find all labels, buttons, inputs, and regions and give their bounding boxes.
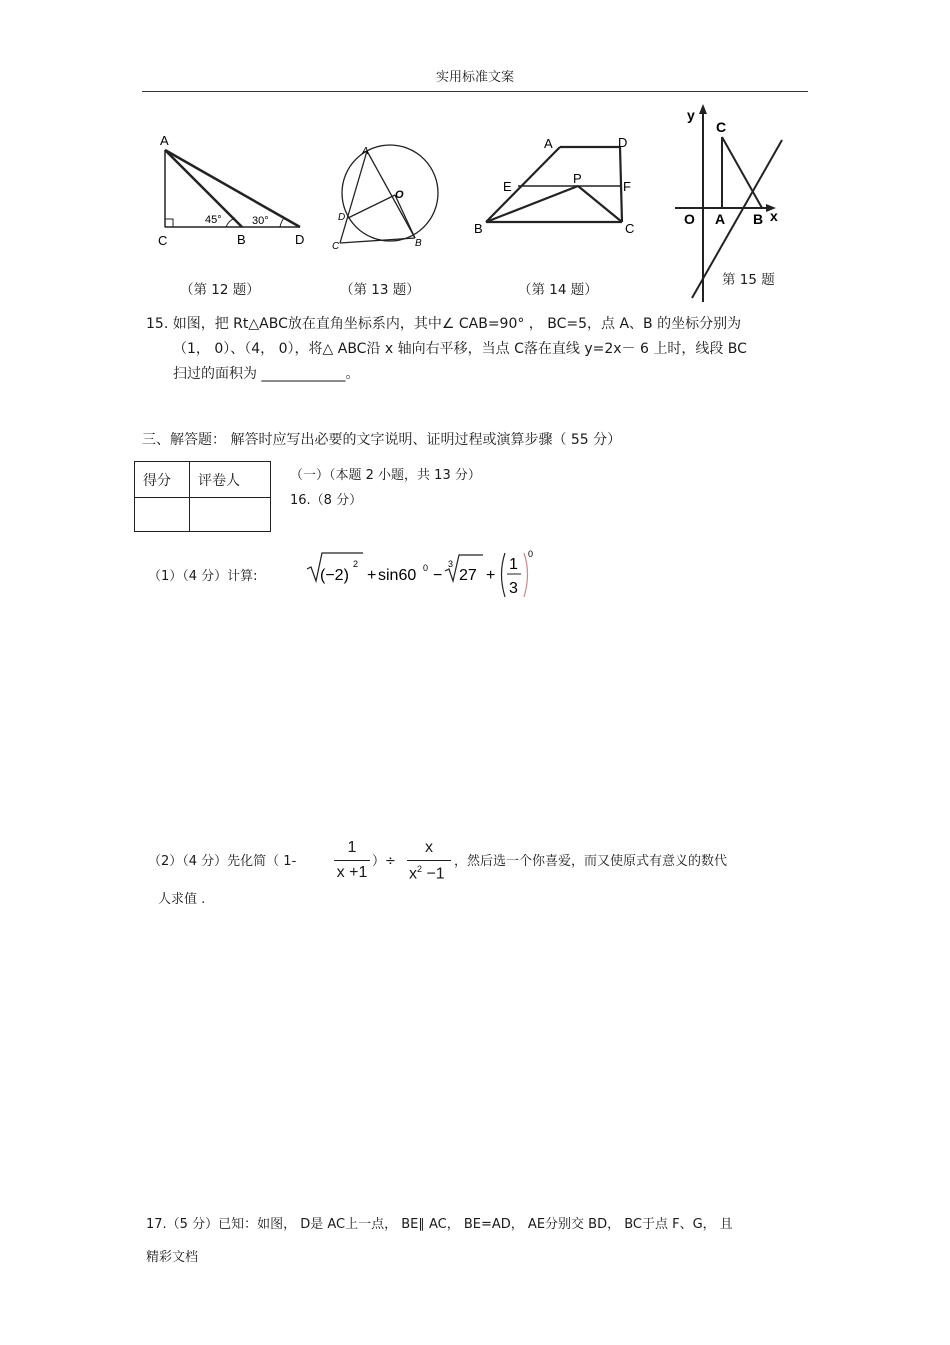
fig14-label-e: E [503, 179, 512, 194]
q16-2-line2: 人求值 . [158, 892, 206, 907]
q16-1-label: （1）（4 分）计算: [148, 569, 258, 584]
fig12-label-b: B [237, 232, 246, 247]
fig13-label-o: O [395, 189, 404, 201]
expr-exp2: 2 [353, 559, 359, 569]
fig14-label-p: P [573, 171, 582, 186]
fig14-label-c: C [625, 221, 635, 236]
fig15-label-y: y [687, 107, 695, 123]
fig13-label-d: D [338, 212, 346, 223]
score-header-pingjuanren: 评卷人 [190, 462, 271, 498]
caption-fig12: （第 12 题） [180, 282, 260, 298]
fig12-angle-45: 45° [205, 214, 222, 226]
fig15-label-c: C [716, 119, 727, 135]
fig12-angle-30: 30° [252, 215, 269, 227]
fig13-label-a: A [362, 146, 369, 157]
frac1-num: 1 [347, 839, 357, 856]
section3-title: 三、解答题： 解答时应写出必要的文字说明、证明过程或演算步骤（ 55 分） [142, 432, 622, 448]
q16-2-label: （2）（4 分）先化简（ 1- [148, 854, 297, 869]
figure-13 [330, 138, 450, 253]
score-table [134, 461, 271, 532]
fig14-label-f: F [623, 179, 631, 194]
frac2-den-rest: −1 [422, 865, 445, 883]
expr-sin: sin60 [378, 567, 417, 584]
expr-sqrt-inner: (−2) [320, 567, 349, 584]
figure-12 [150, 130, 320, 255]
frac2-den-base: x [409, 865, 417, 883]
frac1-bar [334, 860, 370, 861]
q16-1-expression [305, 547, 545, 603]
page-footer: 精彩文档 [146, 1250, 199, 1265]
fig13-label-c: C [332, 241, 340, 252]
expr-cube-inner: 27 [459, 567, 477, 584]
caption-fig14: （第 14 题） [518, 282, 598, 298]
score-header-defen: 得分 [135, 462, 190, 498]
expr-plus2: + [486, 567, 496, 584]
caption-fig15: 第 15 题 [722, 272, 775, 288]
expr-exp0: 0 [528, 549, 534, 559]
score-cell [135, 498, 190, 532]
expr-deg: 0 [423, 563, 429, 573]
q15-line1: 15. 如图，把 Rt△ABC放在直角坐标系内，其中∠ CAB=90° ， BC=5，点 A、B 的坐标分别为 [146, 316, 742, 332]
q16-heading: 16.（8 分） [290, 493, 363, 508]
fig15-label-o: O [684, 211, 695, 227]
fig13-label-b: B [415, 238, 422, 249]
page-header: 实用标准文案 [435, 70, 514, 85]
grader-cell [190, 498, 271, 532]
expr-frac-den: 3 [509, 580, 518, 597]
frac2-num: x [425, 839, 433, 856]
fig15-label-b: B [753, 211, 764, 227]
frac2-den-exp: 2 [417, 864, 423, 874]
fig15-label-x: x [770, 208, 778, 224]
q15-line3: 扫过的面积为 ____________。 [173, 366, 360, 382]
frac2-bar [407, 860, 451, 861]
expr-plus1: + [367, 567, 377, 584]
frac1-den: x +1 [336, 864, 368, 881]
fig15-label-a: A [715, 211, 726, 227]
q17-text: 17.（5 分）已知：如图， D是 AC上一点， BE∥ AC， BE=AD， AE分别交 BD， BC于点 F、G， 且 [146, 1217, 733, 1232]
q16-2-mid: ）÷ [372, 854, 396, 869]
expr-frac-num: 1 [509, 556, 518, 573]
part1-heading: （一）（本题 2 小题，共 13 分） [290, 468, 481, 483]
fig14-label-a: A [544, 136, 553, 151]
fig14-label-d: D [618, 135, 628, 150]
expr-cube-index: 3 [448, 559, 454, 569]
frac2-den [409, 864, 445, 883]
figure-14 [470, 132, 640, 242]
q15-line2: （1， 0）、（4， 0），将△ ABC沿 x 轴向右平移，当点 C落在直线 y=2x－ 6 上时，线段 BC [173, 341, 747, 357]
fig12-label-a: A [160, 133, 169, 148]
caption-fig13: （第 13 题） [340, 282, 420, 298]
expr-minus: − [433, 567, 443, 584]
fig12-label-c: C [158, 233, 168, 248]
header-rule [142, 91, 808, 92]
q16-2-rest: ，然后选一个你喜爱，而又使原式有意义的数代 [454, 854, 728, 869]
fig12-label-d: D [295, 232, 305, 247]
fig14-label-b: B [474, 221, 483, 236]
